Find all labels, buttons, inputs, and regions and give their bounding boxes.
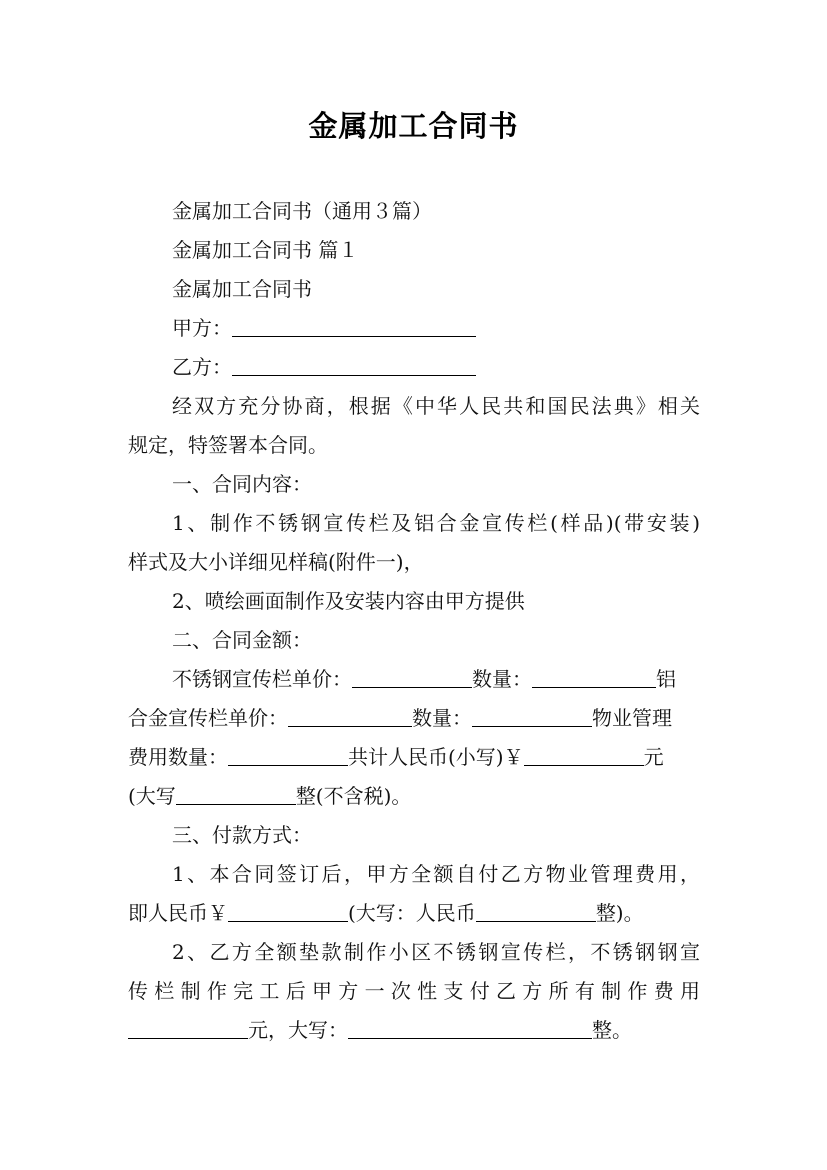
line-contract-name: 金属加工合同书 (172, 277, 312, 301)
section-heading-amount: 二、合同金额： (172, 628, 312, 652)
stainless-price-blank (352, 667, 472, 688)
payment-item-1-line-2 (128, 899, 700, 927)
paragraph-intro-line-2: 规定，特签署本合同。 (128, 433, 328, 457)
paragraph-intro-line-1: 经双方充分协商，根据《中华人民共和国民法典》相关 (172, 394, 700, 418)
aluminum-price-label: 合金宣传栏单价： (128, 706, 288, 730)
section-heading-content: 一、合同内容： (172, 472, 312, 496)
party-b-line (128, 353, 700, 381)
line-part-heading: 金属加工合同书 篇１ (172, 238, 359, 262)
party-a-blank (232, 316, 476, 337)
amount-line-3 (128, 743, 700, 771)
aluminum-qty-blank (472, 706, 592, 727)
capital-rmb-blank (476, 901, 596, 922)
payment-item-2-end: 整。 (592, 1018, 632, 1042)
fee-capital-blank (348, 1018, 592, 1039)
document-title: 金属加工合同书 (308, 109, 519, 143)
capital-rmb-label: (大写：人民币 (348, 901, 476, 925)
aluminum-qty-label: 数量： (412, 706, 472, 730)
aluminum-price-blank (288, 706, 412, 727)
amount-line-4-end: 整(不含税)。 (295, 784, 412, 808)
line-subtitle: 金属加工合同书（通用３篇） (172, 199, 432, 223)
payment-item-2-line-1: 2、乙方全额垫款制作小区不锈钢宣传栏，不锈钢钢宣 (172, 940, 700, 964)
payment-item-2-line-2: 传栏制作完工后甲方一次性支付乙方所有制作费用 (128, 979, 700, 1003)
payment-item-1-line-1: 1、本合同签订后，甲方全额自付乙方物业管理费用， (172, 862, 700, 886)
rmb-label: 即人民币￥ (128, 901, 228, 925)
payment-item-1-end: 整)。 (595, 901, 644, 925)
amount-line-2-end: 物业管理 (592, 706, 672, 730)
content-item-1-line-2: 样式及大小详细见样稿(附件一)， (128, 550, 424, 574)
stainless-qty-label: 数量： (472, 667, 532, 691)
party-a-label: 甲方： (172, 316, 232, 340)
amount-line-2 (128, 704, 700, 732)
party-b-label: 乙方： (172, 355, 232, 379)
amount-line-3-end: 元 (643, 745, 664, 769)
content-item-1-line-1: 1、制作不锈钢宣传栏及铝合金宣传栏(样品)(带安装) (172, 511, 700, 535)
fee-qty-blank (228, 745, 348, 766)
stainless-qty-blank (532, 667, 656, 688)
capital-blank (176, 784, 296, 805)
payment-item-2-line-3 (128, 1016, 700, 1044)
amount-line-4 (128, 782, 700, 810)
amount-line-1-end: 铝 (656, 667, 676, 691)
stainless-price-label: 不锈钢宣传栏单价： (172, 667, 352, 691)
total-rmb-blank (524, 745, 644, 766)
section-heading-payment: 三、付款方式： (172, 823, 312, 847)
content-item-2: 2、喷绘画面制作及安装内容由甲方提供 (172, 589, 525, 613)
total-rmb-label: 共计人民币(小写)￥ (348, 745, 524, 769)
yuan-capital-label: 元，大写： (248, 1018, 348, 1042)
party-b-blank (232, 355, 476, 376)
fee-amount-blank (128, 1018, 248, 1039)
amount-line-1 (128, 665, 700, 693)
fee-qty-label: 费用数量： (128, 745, 228, 769)
capital-label: (大写 (128, 784, 176, 808)
rmb-blank (228, 901, 348, 922)
party-a-line (128, 314, 700, 342)
